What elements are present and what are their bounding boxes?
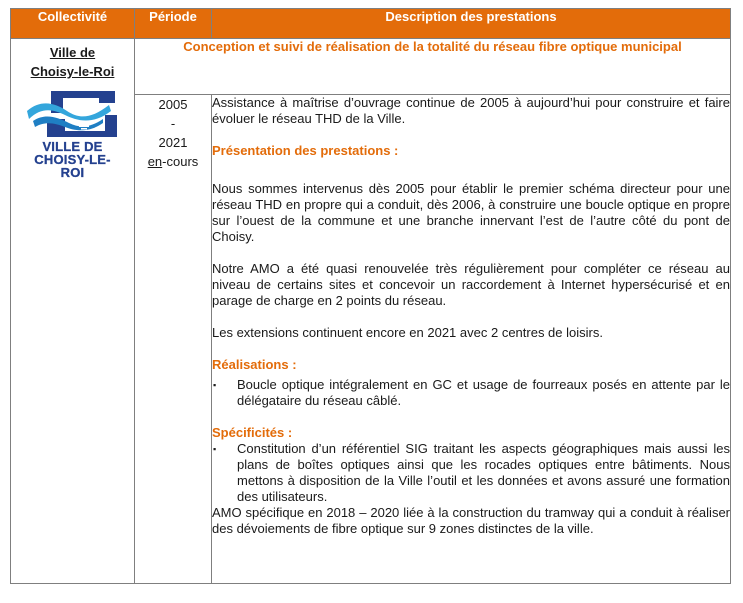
realisations-heading: Réalisations :: [212, 357, 297, 372]
choisy-le-roi-logo: [25, 89, 121, 179]
header-row: [11, 9, 731, 39]
periode-cell: [135, 95, 212, 584]
specificites-heading: Spécificités :: [212, 425, 293, 440]
presentation-paragraph-3: Les extensions continuent encore en 2021 avec 2 centres de loisirs.: [212, 325, 603, 340]
logo-text-line2: CHOISY-LE-ROI: [34, 152, 111, 180]
collectivite-name-line1: Ville de: [49, 45, 96, 60]
periode-status-prefix: en: [147, 154, 163, 169]
realisations-bullet: [212, 377, 730, 409]
periode-status-suffix: -cours: [162, 154, 199, 169]
logo-text: [25, 140, 121, 179]
choisy-le-roi-logo-emblem: [25, 89, 121, 139]
specificites-paragraph: AMO spécifique en 2018 – 2020 liée à la construction du tramway qui a conduit à réaliser des dévoiements de fibre optique sur 9 zones distinctes de la ville.: [212, 505, 730, 536]
description-intro: Assistance à maîtrise d’ouvrage continue de 2005 à aujourd’hui pour construire et faire évoluer le réseau THD de la Ville.: [212, 95, 730, 126]
description-cell: [212, 95, 731, 584]
presentation-heading: Présentation des prestations :: [212, 143, 399, 158]
periode-status: [135, 152, 211, 171]
body-row-1: [11, 39, 731, 95]
presentation-paragraph-1: Nous sommes intervenus dès 2005 pour établir le premier schéma directeur pour une réseau THD en propre qui a conduit, dès 2006, à construire une boucle optique en propre sur l’ouest de la commune et une branche innervant l’est de l’autre côté du pont de Choisy.: [212, 181, 730, 244]
header-collectivite: Collectivité: [11, 9, 135, 39]
presentation-paragraph-2: Notre AMO a été quasi renouvelée très régulièrement pour compléter ce réseau au niveau de certains sites et concevoir un raccordement à Internet hypersécurisé et en parage de charge en 2 points du réseau.: [212, 261, 730, 308]
header-description: Description des prestations: [212, 9, 731, 39]
periode-start: 2005: [158, 97, 188, 112]
periode-separator: -: [170, 116, 176, 131]
specificites-bullet-text: Constitution d’un référentiel SIG traitant les aspects géographiques mais aussi les plans de boîtes optiques ainsi que les rocades optiques entre bâtiments. Nous mettons à disposition de la Ville l’outil et les données et avons assuré une formation des utilisateurs.: [237, 441, 730, 504]
collectivite-name-line2: Choisy-le-Roi: [30, 64, 115, 79]
realisations-bullet-text: Boucle optique intégralement en GC et usage de fourreaux posés en attente par le délégataire du réseau câblé.: [237, 377, 730, 408]
periode-end: 2021: [158, 135, 188, 150]
header-periode: Période: [135, 9, 212, 39]
collectivite-name: [11, 43, 134, 81]
specificites-bullet: [212, 441, 730, 505]
prestations-table: [10, 8, 731, 584]
bullet-square-icon: ▪: [213, 444, 217, 454]
bullet-square-icon: ▪: [213, 380, 217, 390]
logo-text-line1: VILLE DE: [42, 139, 103, 154]
prestation-title: Conception et suivi de réalisation de la totalité du réseau fibre optique municipal: [135, 39, 731, 95]
collectivite-cell: [11, 39, 135, 584]
